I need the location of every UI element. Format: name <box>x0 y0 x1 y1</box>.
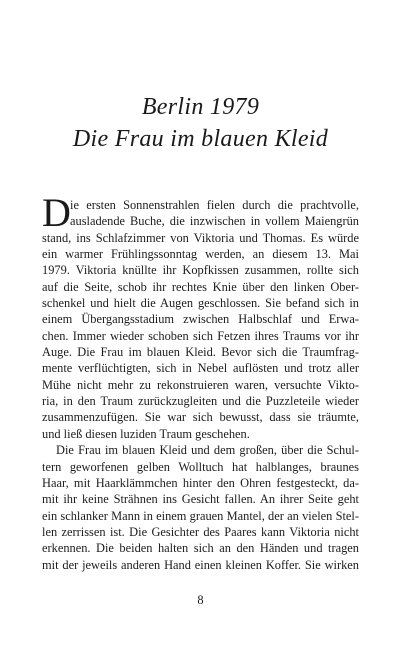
text-line: schenkel und hielt die Augen geschlossen. Sie befand sich in <box>42 296 359 311</box>
text-line: zusammenzufügen. Sie war sich bewusst, dass sie träumte, <box>42 410 359 425</box>
drop-cap-letter: D <box>42 190 71 235</box>
text-line: ie ersten Sonnenstrahlen fielen durch die prachtvolle, <box>70 198 359 212</box>
text-line: ein schlanker Mann in einem grauen Mantel, der an vielen Stel- <box>42 508 359 523</box>
text-line: mit ihr keine Strähnen ins Gesicht fallen. An ihrer Seite geht <box>42 492 359 507</box>
text-line: tern geworfenen gelben Wolltuch hat halblanges, braunes <box>42 459 359 474</box>
text-line: stand, ins Schlafzimmer von Viktoria und Thomas. Es würde <box>42 230 359 245</box>
text-line: len zerrissen ist. Die Gesichter des Paares kann Viktoria nicht <box>42 524 359 539</box>
text-line: 1979. Viktoria knüllte ihr Kopfkissen zusammen, rollte sich <box>42 263 359 278</box>
text-line: Auge. Die Frau im blauen Kleid. Bevor sich die Traumfrag- <box>42 345 359 360</box>
chapter-title-subtitle: Die Frau im blauen Kleid <box>72 126 329 152</box>
text-line: ein warmer Frühlingssonntag werden, an diesem 13. Mai <box>42 247 359 262</box>
text-line: ria, in den Traum zurückzugleiten und die Puzzleteile wieder <box>42 394 359 409</box>
text-line: erkennen. Die beiden halten sich an den Händen und tragen <box>42 541 359 556</box>
page-number: 8 <box>197 593 204 607</box>
text-line: Haar, mit Haarklämmchen hinter den Ohren festgesteckt, da- <box>42 475 359 490</box>
text-line: Mühe nicht mehr zu rekonstruieren waren, versuchte Vikto- <box>42 377 359 392</box>
text-line: ausladende Buche, die inzwischen in vollem Maiengrün <box>70 214 359 229</box>
chapter-title-place-year: Berlin 1979 <box>141 94 260 120</box>
text-line: auf die Seite, schob ihr rechtes Knie über den linken Ober- <box>42 279 359 294</box>
body-text <box>42 190 359 573</box>
text-line: mente verflüchtigten, sich in Nebel auflösten und trotz aller <box>42 361 359 376</box>
text-line: und ließ diesen luziden Traum geschehen. <box>42 426 250 441</box>
text-line: mit der jeweils anderen Hand einen kleinen Koffer. Sie wirken <box>42 557 359 572</box>
text-line: einem Übergangsstadium zwischen Halbschlaf und Erwa- <box>42 312 359 327</box>
text-line: chen. Immer wieder schoben sich Fetzen ihres Traums vor ihr <box>42 328 359 343</box>
text-line: Die Frau im blauen Kleid und dem großen, über die Schul- <box>56 443 359 458</box>
